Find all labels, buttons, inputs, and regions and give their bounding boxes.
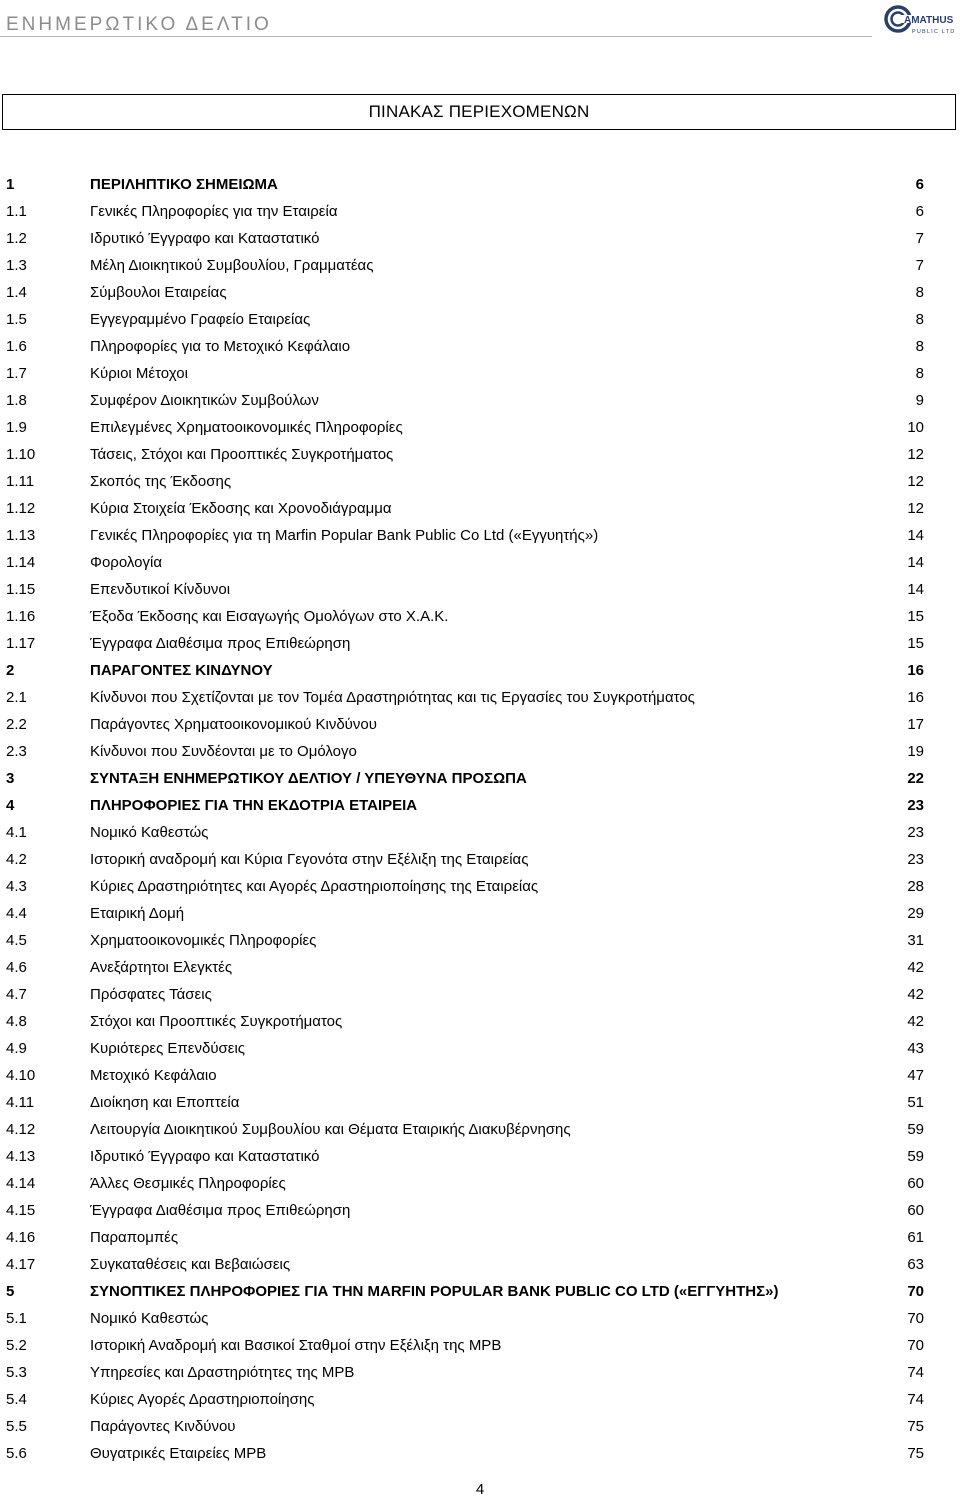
toc-entry[interactable]: [0, 441, 924, 468]
toc-entry[interactable]: [0, 792, 924, 819]
toc-entry-page: 6: [915, 203, 924, 220]
toc-entry-page: 31: [907, 932, 924, 949]
toc-entry-page: 75: [907, 1445, 924, 1462]
toc-entry-number: 4: [6, 797, 15, 814]
toc-entry[interactable]: [0, 576, 924, 603]
toc-entry-page: 22: [907, 770, 924, 787]
toc-entry-page: 60: [907, 1202, 924, 1219]
toc-entry-page: 70: [907, 1337, 924, 1354]
toc-entry-label: Παράγοντες Κινδύνου: [90, 1418, 236, 1435]
toc-entry-page: 42: [907, 1013, 924, 1030]
toc-entry-page: 8: [915, 365, 924, 382]
toc-entry-page: 59: [907, 1121, 924, 1138]
toc-entry-label: Έγγραφα Διαθέσιμα προς Επιθεώρηση: [90, 635, 351, 652]
toc-entry[interactable]: [0, 306, 924, 333]
toc-entry-number: 2.1: [6, 689, 27, 706]
toc-entry-page: 8: [915, 338, 924, 355]
toc-entry-page: 29: [907, 905, 924, 922]
toc-entry-label: Σύμβουλοι Εταιρείας: [90, 284, 227, 301]
toc-entry[interactable]: [0, 684, 924, 711]
toc-entry-number: 4.17: [6, 1256, 36, 1273]
toc-entry-number: 4.13: [6, 1148, 36, 1165]
toc-entry-label: Εγγεγραμμένο Γραφείο Εταιρείας: [90, 311, 311, 328]
toc-entry-number: 1.11: [6, 473, 35, 490]
toc-entry[interactable]: [0, 360, 924, 387]
table-of-contents: [0, 171, 924, 1467]
toc-entry-number: 2.3: [6, 743, 27, 760]
toc-entry[interactable]: [0, 333, 924, 360]
toc-entry-number: 4.14: [6, 1175, 36, 1192]
toc-entry-number: 4.10: [6, 1067, 36, 1084]
toc-entry[interactable]: [0, 900, 924, 927]
toc-entry-number: 5.2: [6, 1337, 27, 1354]
document-header-title: ΕΝΗΜΕΡΩΤΙΚΟ ΔΕΛΤΙΟ: [6, 14, 272, 35]
toc-entry-label: Ιστορική Αναδρομή και Βασικοί Σταθμοί στην Εξέλιξη της MPB: [90, 1337, 502, 1354]
toc-entry[interactable]: [0, 252, 924, 279]
toc-entry-page: 63: [907, 1256, 924, 1273]
toc-entry-label: Θυγατρικές Εταιρείες MPB: [90, 1445, 267, 1462]
toc-entry-number: 1.16: [6, 608, 36, 625]
toc-title: ΠΙΝΑΚΑΣ ΠΕΡΙΕΧΟΜΕΝΩΝ: [368, 102, 590, 121]
toc-entry-label: Κίνδυνοι που Συνδέονται με το Ομόλογο: [90, 743, 357, 760]
toc-title-box: [2, 94, 956, 130]
toc-entry[interactable]: [0, 711, 924, 738]
toc-entry[interactable]: [0, 468, 924, 495]
toc-entry-page: 9: [915, 392, 924, 409]
toc-entry-number: 4.3: [6, 878, 27, 895]
toc-entry-label: ΠΛΗΡΟΦΟΡΙΕΣ ΓΙΑ ΤΗΝ ΕΚΔΟΤΡΙΑ ΕΤΑΙΡΕΙΑ: [90, 797, 418, 814]
toc-entry[interactable]: [0, 846, 924, 873]
toc-entry-page: 7: [915, 230, 924, 247]
toc-entry-label: ΠΑΡΑΓΟΝΤΕΣ ΚΙΝΔΥΝΟΥ: [90, 662, 273, 679]
toc-entry-number: 3: [6, 770, 15, 787]
toc-entry-number: 1.9: [6, 419, 27, 436]
toc-entry[interactable]: [0, 198, 924, 225]
toc-entry-number: 4.8: [6, 1013, 27, 1030]
toc-entry-label: Συγκαταθέσεις και Βεβαιώσεις: [90, 1256, 291, 1273]
toc-entry-number: 1.13: [6, 527, 36, 544]
toc-entry[interactable]: [0, 630, 924, 657]
toc-entry-number: 1.1: [6, 203, 27, 220]
toc-entry-number: 4.5: [6, 932, 27, 949]
toc-entry-label: ΠΕΡΙΛΗΠΤΙΚΟ ΣΗΜΕΙΩΜΑ: [90, 176, 278, 193]
toc-entry[interactable]: [0, 981, 924, 1008]
toc-entry-number: 5.3: [6, 1364, 27, 1381]
toc-entry-label: Σκοπός της Έκδοσης: [90, 473, 232, 490]
toc-entry-page: 51: [907, 1094, 924, 1111]
toc-entry-number: 4.9: [6, 1040, 27, 1057]
toc-entry-page: 14: [907, 527, 924, 544]
toc-entry-number: 5: [6, 1283, 15, 1300]
toc-entry-page: 23: [907, 851, 924, 868]
toc-entry-page: 61: [907, 1229, 924, 1246]
toc-entry-label: Κύριες Αγορές Δραστηριοποίησης: [90, 1391, 315, 1408]
toc-entry-number: 5.5: [6, 1418, 27, 1435]
toc-entry[interactable]: [0, 1278, 924, 1305]
toc-entry[interactable]: [0, 1440, 924, 1467]
toc-entry-label: Άλλες Θεσμικές Πληροφορίες: [90, 1175, 286, 1192]
toc-entry-page: 16: [907, 662, 924, 679]
toc-entry[interactable]: [0, 1251, 924, 1278]
toc-entry-number: 2.2: [6, 716, 27, 733]
toc-entry-page: 60: [907, 1175, 924, 1192]
toc-entry-page: 23: [907, 824, 924, 841]
toc-entry-number: 1.6: [6, 338, 27, 355]
toc-entry-label: Κύριοι Μέτοχοι: [90, 365, 188, 382]
toc-entry-page: 7: [915, 257, 924, 274]
toc-entry-label: Μέλη Διοικητικού Συμβουλίου, Γραμματέας: [90, 257, 374, 274]
toc-entry[interactable]: [0, 819, 924, 846]
toc-entry[interactable]: [0, 1386, 924, 1413]
toc-entry[interactable]: [0, 1143, 924, 1170]
toc-entry-number: 4.15: [6, 1202, 36, 1219]
toc-entry-number: 5.6: [6, 1445, 27, 1462]
toc-entry[interactable]: [0, 1062, 924, 1089]
toc-entry-number: 4.2: [6, 851, 27, 868]
toc-entry-number: 1.14: [6, 554, 36, 571]
header-divider: [0, 36, 872, 37]
toc-entry-number: 5.4: [6, 1391, 27, 1408]
toc-entry-number: 1.4: [6, 284, 27, 301]
toc-entry[interactable]: [0, 387, 924, 414]
toc-entry-page: 19: [907, 743, 924, 760]
toc-entry-label: Γενικές Πληροφορίες για την Εταιρεία: [90, 203, 338, 220]
toc-entry[interactable]: [0, 1089, 924, 1116]
toc-entry-label: ΣΥΝΤΑΞΗ ΕΝΗΜΕΡΩΤΙΚΟΥ ΔΕΛΤΙΟΥ / ΥΠΕΥΘΥΝΑ ΠΡΟΣΩΠΑ: [90, 770, 527, 787]
toc-entry[interactable]: [0, 1008, 924, 1035]
toc-entry-page: 70: [907, 1310, 924, 1327]
toc-entry-page: 74: [907, 1391, 924, 1408]
toc-entry-page: 59: [907, 1148, 924, 1165]
toc-entry-label: Λειτουργία Διοικητικού Συμβουλίου και Θέματα Εταιρικής Διακυβέρνησης: [90, 1121, 571, 1138]
toc-entry-number: 1.8: [6, 392, 27, 409]
toc-entry-label: Χρηματοοικονομικές Πληροφορίες: [90, 932, 317, 949]
toc-entry-number: 1.15: [6, 581, 36, 598]
toc-entry[interactable]: [0, 1224, 924, 1251]
toc-entry-label: Κυριότερες Επενδύσεις: [90, 1040, 246, 1057]
logo-subtext: PUBLIC LTD: [912, 29, 956, 35]
toc-entry-number: 4.7: [6, 986, 27, 1003]
toc-entry-page: 10: [907, 419, 924, 436]
toc-entry-page: 47: [907, 1067, 924, 1084]
toc-entry-label: Επενδυτικοί Κίνδυνοι: [90, 581, 231, 598]
toc-entry[interactable]: [0, 1305, 924, 1332]
toc-entry-page: 28: [907, 878, 924, 895]
toc-entry-label: Κύριες Δραστηριότητες και Αγορές Δραστηριοποίησης της Εταιρείας: [90, 878, 539, 895]
toc-entry[interactable]: [0, 657, 924, 684]
toc-entry[interactable]: [0, 1035, 924, 1062]
toc-entry-label: Εταιρική Δομή: [90, 905, 185, 922]
toc-entry-number: 1.7: [6, 365, 27, 382]
toc-entry-label: Παράγοντες Χρηματοοικονομικού Κινδύνου: [90, 716, 377, 733]
toc-entry-page: 70: [907, 1283, 924, 1300]
toc-entry[interactable]: [0, 1332, 924, 1359]
company-logo: [884, 2, 956, 42]
toc-entry-label: Μετοχικό Κεφάλαιο: [90, 1067, 217, 1084]
toc-entry-number: 1.5: [6, 311, 27, 328]
toc-entry-label: Έξοδα Έκδοσης και Εισαγωγής Ομολόγων στο Χ.Α.Κ.: [90, 608, 449, 625]
toc-entry-label: Έγγραφα Διαθέσιμα προς Επιθεώρηση: [90, 1202, 351, 1219]
toc-entry-page: 6: [915, 176, 924, 193]
toc-entry[interactable]: [0, 522, 924, 549]
toc-entry[interactable]: [0, 873, 924, 900]
toc-entry-page: 12: [907, 446, 924, 463]
toc-entry-number: 4.12: [6, 1121, 36, 1138]
toc-entry-number: 1.12: [6, 500, 36, 517]
toc-entry-number: 1.10: [6, 446, 36, 463]
toc-entry[interactable]: [0, 171, 924, 198]
toc-entry-label: Ιδρυτικό Έγγραφο και Καταστατικό: [90, 1148, 320, 1165]
toc-entry-page: 16: [907, 689, 924, 706]
toc-entry[interactable]: [0, 279, 924, 306]
toc-entry-page: 12: [907, 500, 924, 517]
toc-entry[interactable]: [0, 495, 924, 522]
toc-entry-label: Ιδρυτικό Έγγραφο και Καταστατικό: [90, 230, 320, 247]
toc-entry[interactable]: [0, 1359, 924, 1386]
toc-entry-number: 4.4: [6, 905, 27, 922]
toc-entry-page: 15: [907, 635, 924, 652]
toc-entry-page: 12: [907, 473, 924, 490]
toc-entry-label: Στόχοι και Προοπτικές Συγκροτήματος: [90, 1013, 343, 1030]
toc-entry-number: 4.6: [6, 959, 27, 976]
toc-entry-label: Γενικές Πληροφορίες για τη Marfin Popular Bank Public Co Ltd («Εγγυητής»): [90, 527, 599, 544]
toc-entry-label: Επιλεγμένες Χρηματοοικονομικές Πληροφορίες: [90, 419, 403, 436]
toc-entry-page: 42: [907, 959, 924, 976]
toc-entry[interactable]: [0, 927, 924, 954]
toc-entry-page: 23: [907, 797, 924, 814]
toc-entry[interactable]: [0, 414, 924, 441]
toc-entry-label: Διοίκηση και Εποπτεία: [90, 1094, 240, 1111]
toc-entry[interactable]: [0, 1170, 924, 1197]
toc-entry-page: 8: [915, 284, 924, 301]
toc-entry-page: 74: [907, 1364, 924, 1381]
toc-entry-number: 1.17: [6, 635, 36, 652]
toc-entry[interactable]: [0, 1197, 924, 1224]
toc-entry-number: 1.2: [6, 230, 27, 247]
toc-entry[interactable]: [0, 225, 924, 252]
toc-entry-page: 17: [907, 716, 924, 733]
toc-entry[interactable]: [0, 1413, 924, 1440]
toc-entry-label: Φορολογία: [90, 554, 163, 571]
toc-entry[interactable]: [0, 549, 924, 576]
toc-entry[interactable]: [0, 954, 924, 981]
toc-entry-label: Συμφέρον Διοικητικών Συμβούλων: [90, 392, 319, 409]
toc-entry-number: 5.1: [6, 1310, 27, 1327]
toc-entry-label: Κίνδυνοι που Σχετίζονται με τον Τομέα Δραστηριότητας και τις Εργασίες του Συγκροτήματος: [90, 689, 695, 706]
toc-entry-page: 14: [907, 581, 924, 598]
logo-wordmark: AMATHUS: [904, 15, 954, 26]
toc-entry-label: Ιστορική αναδρομή και Κύρια Γεγονότα στην Εξέλιξη της Εταιρείας: [90, 851, 529, 868]
toc-entry-page: 15: [907, 608, 924, 625]
toc-entry-label: Νομικό Καθεστώς: [90, 1310, 209, 1327]
toc-entry-page: 42: [907, 986, 924, 1003]
toc-entry-number: 4.1: [6, 824, 27, 841]
toc-entry[interactable]: [0, 603, 924, 630]
toc-entry-number: 1.3: [6, 257, 27, 274]
toc-entry-page: 8: [915, 311, 924, 328]
toc-entry-number: 2: [6, 662, 15, 679]
toc-entry-number: 4.16: [6, 1229, 36, 1246]
toc-entry-label: Πληροφορίες για το Μετοχικό Κεφάλαιο: [90, 338, 351, 355]
toc-entry-page: 43: [907, 1040, 924, 1057]
toc-entry[interactable]: [0, 738, 924, 765]
toc-entry-page: 75: [907, 1418, 924, 1435]
toc-entry[interactable]: [0, 765, 924, 792]
toc-entry-label: Τάσεις, Στόχοι και Προοπτικές Συγκροτήματος: [90, 446, 394, 463]
toc-entry-label: Κύρια Στοιχεία Έκδοσης και Χρονοδιάγραμμα: [90, 500, 392, 517]
toc-entry-label: Παραπομπές: [90, 1229, 179, 1246]
toc-entry-label: Υπηρεσίες και Δραστηριότητες της MPB: [90, 1364, 355, 1381]
toc-entry-label: Νομικό Καθεστώς: [90, 824, 209, 841]
toc-entry-page: 14: [907, 554, 924, 571]
toc-entry-label: Πρόσφατες Τάσεις: [90, 986, 212, 1003]
toc-entry-label: ΣΥΝΟΠΤΙΚΕΣ ΠΛΗΡΟΦΟΡΙΕΣ ΓΙΑ ΤΗΝ MARFIN POPULAR BANK PUBLIC CO LTD («ΕΓΓΥΗΤΗΣ»): [90, 1283, 779, 1300]
toc-entry-number: 4.11: [6, 1094, 35, 1111]
toc-entry-label: Ανεξάρτητοι Ελεγκτές: [90, 959, 233, 976]
page-number: 4: [475, 1481, 485, 1498]
toc-entry-number: 1: [6, 176, 15, 193]
toc-entry[interactable]: [0, 1116, 924, 1143]
